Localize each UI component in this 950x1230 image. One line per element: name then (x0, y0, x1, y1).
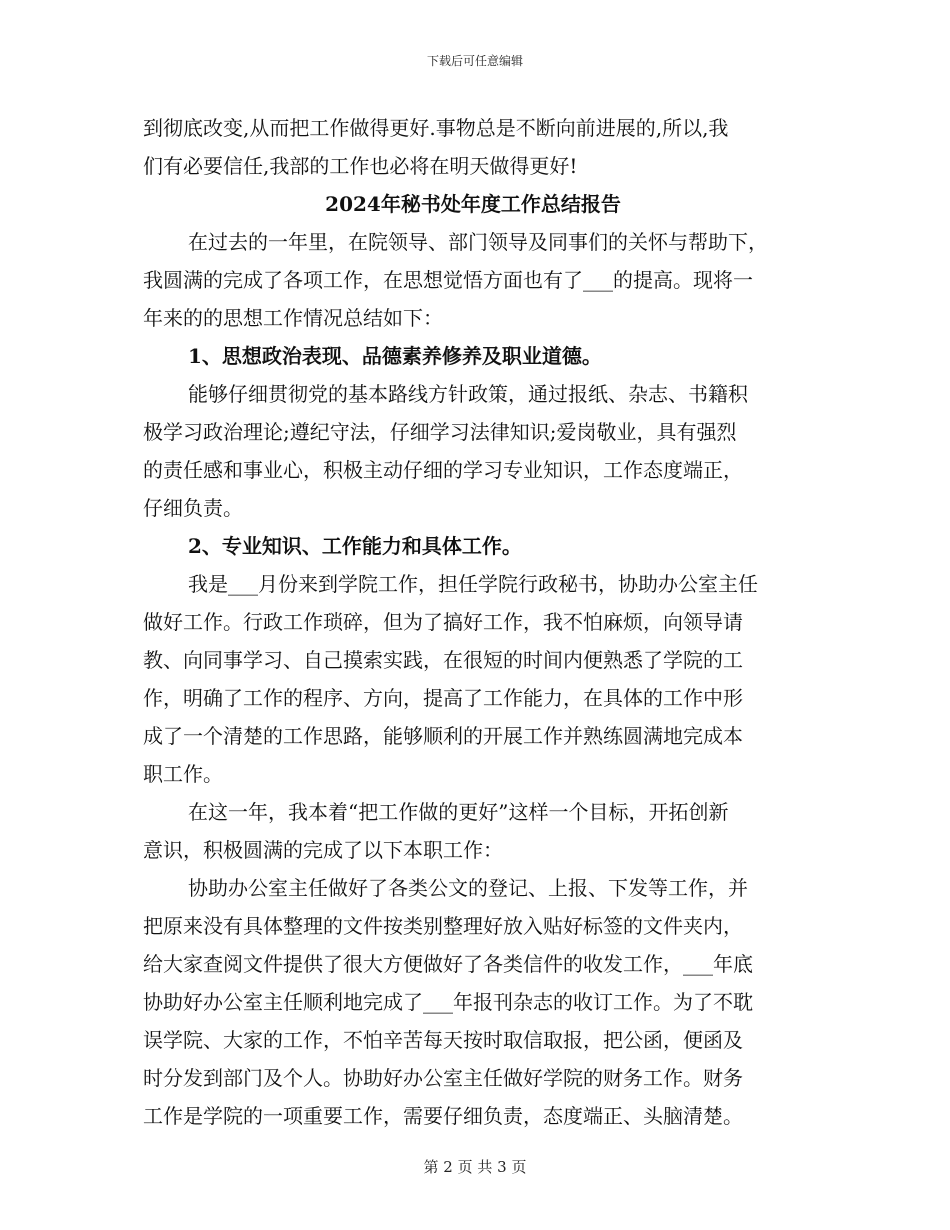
text-line: 年来的的思想工作情况总结如下： (143, 306, 443, 330)
paragraph-first-line: 能够仔细贯彻党的基本路线方针政策，通过报纸、杂志、书籍积 (188, 382, 748, 406)
text-line: 给大家查阅文件提供了很大方便做好了各类信件的收发工作，___年底 (143, 952, 753, 976)
paragraph-first-line: 在这一年，我本着“把工作做的更好”这样一个目标，开拓创新 (188, 800, 729, 824)
text-line: 到彻底改变,从而把工作做得更好.事物总是不断向前进展的,所以,我 (143, 116, 729, 140)
text-line: 工作是学院的一项重要工作，需要仔细负责，态度端正、头脑清楚。 (143, 1104, 743, 1128)
page-header: 下载后可任意编辑 (426, 54, 523, 68)
text-line: 仔细负责。 (143, 496, 243, 520)
text-line: 做好工作。行政工作琐碎，但为了搞好工作，我不怕麻烦，向领导请 (143, 610, 743, 634)
section-heading: 1、思想政治表现、品德素养修养及职业道德。 (188, 344, 602, 368)
document-body (143, 109, 803, 1135)
paragraph-first-line: 协助办公室主任做好了各类公文的登记、上报、下发等工作，并 (188, 876, 748, 900)
text-line: 时分发到部门及个人。协助好办公室主任做好学院的财务工作。财务 (143, 1066, 743, 1090)
text-line: 职工作。 (143, 762, 223, 786)
section-heading: 2、专业知识、工作能力和具体工作。 (188, 534, 522, 558)
text-line: 们有必要信任,我部的工作也必将在明天做得更好! (143, 154, 578, 178)
text-line: 协助好办公室主任顺利地完成了___年报刊杂志的收订工作。为了不耽 (143, 990, 753, 1014)
text-line: 成了一个清楚的工作思路，能够顺利的开展工作并熟练圆满地完成本 (143, 724, 743, 748)
text-line: 极学习政治理论;遵纪守法，仔细学习法律知识;爱岗敬业，具有强烈 (143, 420, 737, 444)
paragraph-first-line: 我是___月份来到学院工作，担任学院行政秘书，协助办公室主任 (188, 572, 758, 596)
text-line: 的责任感和事业心，积极主动仔细的学习专业知识，工作态度端正， (143, 458, 743, 482)
text-line: 意识，积极圆满的完成了以下本职工作： (143, 838, 503, 862)
text-line: 误学院、大家的工作，不怕辛苦每天按时取信取报，把公函，便函及 (143, 1028, 743, 1052)
document-title: 2024年秘书处年度工作总结报告 (325, 192, 621, 216)
paragraph-first-line: 在过去的一年里，在院领导、部门领导及同事们的关怀与帮助下， (188, 230, 768, 254)
text-line: 作，明确了工作的程序、方向，提高了工作能力，在具体的工作中形 (143, 686, 743, 710)
text-line: 我圆满的完成了各项工作，在思想觉悟方面也有了___的提高。现将一 (143, 268, 753, 292)
page-footer: 第 2 页 共 3 页 (423, 1158, 527, 1176)
text-line: 把原来没有具体整理的文件按类别整理好放入贴好标签的文件夹内， (143, 914, 743, 938)
text-line: 教、向同事学习、自己摸索实践，在很短的时间内便熟悉了学院的工 (143, 648, 743, 672)
